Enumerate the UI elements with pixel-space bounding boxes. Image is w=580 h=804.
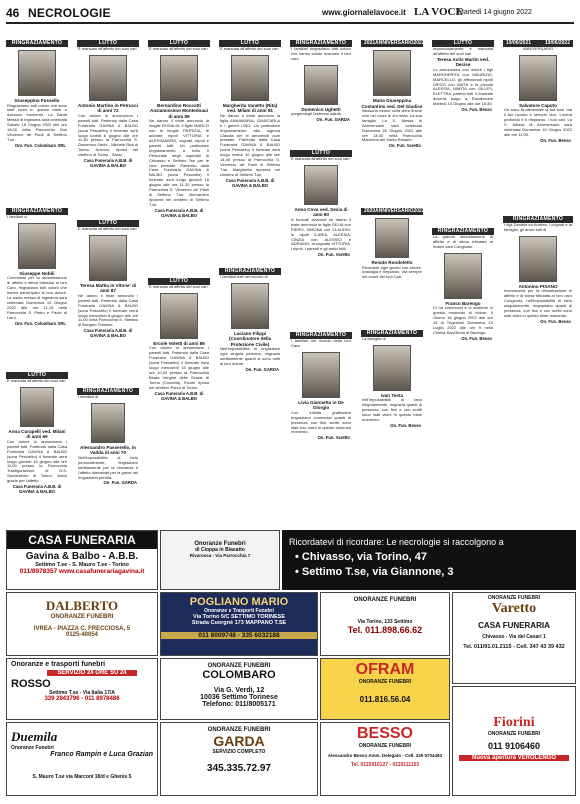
ad-title: Varetto bbox=[491, 601, 537, 616]
ad-title: Fiorini bbox=[493, 715, 535, 730]
ad-tagline: Nuova apertura VEROLENGO bbox=[459, 755, 569, 761]
obit-column-7 bbox=[432, 40, 494, 518]
ad-rosso bbox=[6, 658, 158, 720]
obit-column-3 bbox=[148, 40, 210, 518]
notice-type: LUTTO bbox=[77, 40, 139, 47]
deceased-name: Ivan Testa bbox=[380, 392, 404, 398]
funeral-home: On. Fun. Besso bbox=[540, 318, 571, 324]
funeral-home: On. Fun. Besso bbox=[390, 422, 421, 428]
funeral-home: On. Fun. GARDA bbox=[316, 117, 350, 123]
obit-column-8 bbox=[503, 40, 573, 518]
notice-text: Nell'impossibilità di farlo personalmente, ringraziano sentitamente per la vicinanza e l'affetto dimostrati per la grave nel ringraziano perdita. bbox=[78, 454, 138, 480]
notice-intro: I familiari ringraziano tutti coloro che hanno voluto ricordare il loro caro bbox=[291, 46, 351, 61]
deceased-name: Antonio Martino in Petrucci di anni 72 bbox=[78, 102, 138, 114]
notice-text: Nell'impossibilità di ringraziare ogni singola persona, ringrazia sentitamente quanti si sono uniti al loro dolore. bbox=[220, 346, 280, 367]
ad-ofram bbox=[320, 658, 450, 720]
deceased-name: Salvatore Caputo bbox=[519, 102, 557, 108]
notice-intro: I familiari nel ricordo della loro Cara bbox=[291, 338, 351, 348]
deceased-name: Teresa Actis Martin ved. Decise bbox=[436, 56, 490, 68]
portrait-photo bbox=[519, 55, 557, 101]
notice-type-label: ANNIVERSARIO bbox=[375, 208, 414, 214]
notice-intro: La grande dimostrazione di affetto e di stima tributata al nostro caro Congiunto bbox=[433, 234, 493, 249]
funeral-home: On. Fun. Varetto bbox=[317, 252, 350, 258]
ad-title: OFRAM bbox=[355, 661, 415, 678]
notice-type: LUTTO bbox=[77, 220, 139, 227]
obit-notice bbox=[290, 332, 352, 440]
ad-address: S. Mauro T.se via Marconi 18/d e Ghenis 5 bbox=[32, 774, 132, 780]
funeral-home: Onr. Fun. Colombaro SRL bbox=[14, 142, 66, 148]
notice-text: Ne danno il triste annuncio la moglie ROSALIA, il figlio MARCO con la moglie PATRIZIA, le adorate nipoti VITTORIA e ALESSANDRA, cognati, nipoti e parenti tutti. Un particolare ringraziamento a tutto il Personale degli ospedali di Chivasso e Settimo Tse per le cure prestate. Partendo dalla Casa Funeraria GAVINA & BALBO (sona Pescarito) il funerale avrà luogo giovedì 16 giugno alle ore 11,30 presso la Parrocchia S. Vincenzo de' Paoli di Settimo T.se. Bernardino riposerà nel cimitero di Settimo T.se. bbox=[149, 118, 209, 207]
deceased-name: Antonino PISANO bbox=[518, 283, 558, 289]
portrait-photo bbox=[373, 50, 411, 96]
obit-notice bbox=[219, 268, 281, 372]
obit-notice bbox=[361, 208, 423, 280]
year-right: 2022 bbox=[413, 208, 425, 214]
ad-phone: 345.335.72.97 bbox=[207, 763, 271, 774]
notice-intro: È mancato all'affetto dei suoi cari bbox=[149, 46, 208, 51]
notice-text: Ne danno il triste annuncio la figlia ANNAMARIA, GIANCARLA e i generi LINO. Un particolare ringraziamento alla signora Claudia per le amorevoli cure prestate. Partendo dalla Casa Funeraria GAVINA & BALBO (sona Pescarito) il funerale avrà luogo lunedì 10 giugno alle ore 14,45 presso la Parrocchia S. Vincenzo de' Paoli di Settimo T.se. Margherita riposerà nel cimitero di Settimo T.se. bbox=[220, 112, 280, 177]
obit-notice bbox=[361, 40, 423, 148]
notice-type-label: ANNIVERSARIO bbox=[522, 46, 554, 51]
deceased-name: Alessandro Passerello, in Vadda di anni 70 bbox=[80, 444, 136, 456]
deceased-name: Anna Curapelli ved. Milani di anni 69 bbox=[8, 428, 66, 440]
ad-phone: 011 9106460 bbox=[487, 741, 541, 751]
ad-subtitle: di Cioppa in Biasatto bbox=[195, 547, 245, 553]
notice-text: Lo annunciano con dolore i figli MARGHERITA con MAURIZIO, MARCELLO, gli affezionati nipoti DIEGO con ANITA e la piccola ALESSIA, MARTA con GILLES, ELETTRA, parenti tutti. Il funerale avverrà luogo a Rondissone Martedì 14 Giugno alle ore 18,30. bbox=[433, 66, 493, 107]
ad-phone: Tel. 011.898.66.62 bbox=[347, 625, 423, 635]
ad-address-1: Via Torino 5/C SETTIMO TORINESE bbox=[193, 614, 285, 620]
obit-notice bbox=[219, 40, 281, 188]
portrait-photo bbox=[519, 236, 557, 282]
date-left: 19/06/2021 bbox=[506, 40, 532, 46]
obit-notice bbox=[77, 40, 139, 168]
ad-varetto bbox=[452, 592, 576, 684]
notice-type: LUTTO bbox=[6, 372, 68, 379]
obit-notice bbox=[432, 40, 494, 112]
notice-intro: È mancato all'affetto dei suoi cari bbox=[149, 284, 208, 289]
banner-location-1: • Chivasso, via Torino, 47 bbox=[295, 551, 428, 563]
deceased-name: Ercole Voletti di anni 89 bbox=[153, 340, 205, 346]
ad-address: Chivasso - Via dei Casari 1 bbox=[482, 634, 546, 640]
notice-text: nell'impossibilità di farlo singolarmente, ringrazia quanti di presenza, con fiori e con scritti sono stati vicini in questo triste momento. bbox=[362, 397, 422, 423]
ad-phone: 011.816.56.04 bbox=[359, 695, 411, 704]
ad-subtitle: ONORANZE FUNEBRI bbox=[207, 663, 271, 669]
ad-address: Rivarossa - Via Parrocchia 7 bbox=[189, 553, 251, 558]
notice-type: RINGRAZIAMENTO bbox=[503, 216, 573, 223]
obit-notice bbox=[503, 216, 573, 324]
notice-type: LUTTO bbox=[432, 40, 494, 47]
ad-address: Settimo T.se - Via Italia 17/A bbox=[49, 690, 115, 696]
obit-notice bbox=[77, 388, 139, 485]
portrait-photo bbox=[304, 165, 338, 205]
notice-intro: È mancata all'affetto dei suoi cari bbox=[220, 46, 279, 51]
deceased-name: Giuseppina Fossello bbox=[14, 98, 60, 103]
portrait-photo bbox=[375, 218, 409, 258]
portrait-photo bbox=[304, 65, 338, 105]
notice-intro: I figli Daniela ed Andrea, i cognati e la famiglia, gli amici tutti di bbox=[504, 222, 572, 232]
ad-garda bbox=[160, 722, 318, 796]
notice-text: Ne danno il triste annuncio i parenti tutti. Partendo dalla Casa Funeraria GAVINA & BALBO (sona Pescarito) il funerale verrà luogo mercoledì 8 giugno alle ore 11,00 nella Parrocchia S. Stefano di Borgaro Torinese. bbox=[78, 292, 138, 328]
portrait-photo bbox=[231, 55, 269, 101]
deceased-name: Renato Rondoletto bbox=[371, 260, 413, 265]
ad-phone: Telefono: 011/8005171 bbox=[202, 701, 276, 708]
ad-title: COLOMBARO bbox=[202, 669, 276, 681]
notice-intro: È mancato all'affetto dei suoi cari bbox=[78, 46, 137, 51]
ad-title: ONORANZE FUNEBRI bbox=[353, 597, 417, 603]
notice-type bbox=[361, 40, 423, 47]
notice-text: Ringraziamo tutti coloro che sono stati vicini in questo triste e doloroso momento. La Santa Messa di trigesima sarà celebrata Sabato 18 Giugno 2022 alle ore 18,00 nella Parrocchia San Vincenzo de Paoli di Settimo T.se. bbox=[7, 102, 67, 142]
page-number: 46 bbox=[6, 6, 20, 20]
ad-title: Duemila bbox=[11, 729, 58, 744]
funeral-home: On. Fun. Besso bbox=[461, 335, 492, 341]
notice-intro: I familiari tutti nel ricordo di bbox=[220, 274, 268, 279]
ad-subtitle: ONORANZE FUNEBRI bbox=[487, 731, 541, 737]
notice-text: Nessuno muore sulla terra finché vive nel cuore di chi resta. La sua famiglia. La S. Messa di Anniversario sarà celebrata Domenica 26 Giugno 2022 alle ore 18,00 nella Parrocchia Madonna del Santo Rosario. bbox=[362, 108, 422, 143]
ad-tagline: SERVIZIO COMPLETO bbox=[212, 749, 266, 755]
deceased-name: Anna Cova ved. Sesia di anni 90 bbox=[294, 206, 348, 218]
notice-text: Ricordare ogni giorno con amore, nostalgia e rimpianto, vivi sempre nel cuore dei tuoi Cari. bbox=[362, 264, 422, 280]
ad-address: Via G. Verdi, 12 bbox=[213, 687, 265, 694]
funeral-home: Casa Funeraria A.B.B. di GAVINA & BALBO bbox=[83, 328, 133, 339]
ad-subtitle: Onoranze Funebri bbox=[11, 745, 54, 751]
notice-type: LUTTO bbox=[148, 40, 210, 47]
notice-intro: È mancata all'affetto dei suoi cari bbox=[291, 156, 350, 161]
obit-notice bbox=[290, 150, 352, 257]
issue-date: Martedì 14 giugno 2022 bbox=[458, 9, 532, 16]
portrait-photo bbox=[373, 345, 411, 391]
notice-type: RINGRAZIAMENTO bbox=[290, 332, 352, 339]
portrait-photo bbox=[91, 403, 125, 443]
notice-type: RINGRAZIAMENTO bbox=[219, 268, 281, 275]
ad-phone: Tel. 011/91.01.2115 - Cell. 347 43 39 432 bbox=[463, 644, 565, 650]
ad-besso bbox=[320, 722, 450, 796]
banner-heading: Ricordatevi di ricordare: Le necrologie si raccolgono a bbox=[289, 537, 504, 547]
notice-text: porgendogli l'estremo saluto. bbox=[291, 111, 343, 117]
ad-title: DALBERTO bbox=[45, 598, 119, 613]
notice-intro: I familiari ci bbox=[7, 214, 28, 219]
portrait-photo bbox=[18, 223, 56, 269]
funeral-home: On. Fun. Varetto bbox=[317, 435, 350, 441]
ad-address-2: Strada Cuorgnè 173 MAPPANO T.SE bbox=[191, 620, 287, 626]
notice-type: RINGRAZIAMENTO bbox=[77, 388, 139, 395]
ad-section: CASA FUNERARIA bbox=[478, 621, 550, 630]
portrait-photo bbox=[89, 55, 127, 101]
notice-type: RINGRAZIAMENTO bbox=[361, 330, 423, 337]
funeral-home: Casa Funeraria A.B.B. di GAVINA & BALBO bbox=[154, 390, 204, 401]
deceased-name: Franco Barengo bbox=[445, 300, 481, 306]
ad-subtitle: ONORANZE FUNEBRI bbox=[487, 595, 541, 601]
obit-column-4 bbox=[219, 40, 281, 518]
ad-city: 10036 Settimo Torinese bbox=[200, 694, 278, 701]
deceased-name: Margherita Vanetto (Rita) ved. Milani di anni 91 bbox=[222, 102, 278, 114]
funeral-home: On. Fun. GARDA bbox=[103, 480, 137, 486]
ad-title: POGLIANO MARIO bbox=[189, 596, 289, 608]
ad-subtitle: Gavina & Balbo - A.B.B. bbox=[25, 551, 139, 562]
notice-type: RINGRAZIAMENTO bbox=[432, 228, 494, 235]
ad-subtitle: Onoranze e Trasporti Funebri bbox=[204, 608, 274, 614]
deceased-name: Bernardino Roccatti Anziamissimo Montedoaui di anni 89 bbox=[150, 102, 208, 119]
obit-notice bbox=[6, 208, 68, 326]
portrait-photo bbox=[160, 293, 198, 339]
portrait-photo bbox=[20, 387, 54, 427]
banner-location-2: • Settimo T.se, via Giannone, 3 bbox=[295, 566, 454, 578]
notice-type: RINGRAZIAMENTO bbox=[290, 40, 352, 47]
year-left: 2021 bbox=[364, 40, 376, 46]
notice-text: Un anno fa alimentate la tua luce, ma il tuo ricordo è sempre vivo. Lorena profondo e il rimpianto. I tuoi cari. La S. Messa di Anniversario sarà celebrata Domenica 19 Giugno 2022 alle ore 11,00. bbox=[504, 107, 572, 137]
obit-notice bbox=[290, 40, 352, 122]
ad-names: Franco Rampin e Luca Grazian bbox=[50, 751, 153, 758]
ad-phone: 0125-40054 bbox=[65, 632, 99, 638]
banner-necrologie bbox=[282, 530, 576, 590]
obit-column-5 bbox=[290, 40, 352, 518]
ad-brand: ROSSO bbox=[11, 678, 51, 690]
ad-saica bbox=[320, 592, 450, 656]
obit-notice bbox=[503, 40, 573, 143]
funeral-home: Casa Funeraria A.B.B. di GAVINA & BALBO bbox=[225, 177, 275, 188]
portrait-photo bbox=[231, 283, 269, 329]
notice-intro: I familiari di bbox=[78, 394, 99, 399]
ad-subtitle: ONORANZE FUNEBRI bbox=[358, 743, 412, 749]
ad-title: CASA FUNERARIA bbox=[7, 531, 157, 549]
deceased-name: Livia Giannetta in De Giorgio bbox=[298, 399, 344, 411]
notice-intro: La famiglia di bbox=[362, 336, 386, 341]
ad-address: Via Torino, 133 Settimo bbox=[357, 619, 413, 625]
ad-phone: 339 2843796 - 011 8978486 bbox=[44, 696, 120, 702]
portrait-photo bbox=[444, 253, 482, 299]
deceased-name: Giuseppe Nobili bbox=[19, 270, 55, 276]
obit-notice bbox=[77, 220, 139, 338]
notice-type: LUTTO bbox=[219, 40, 281, 47]
portrait-photo bbox=[302, 352, 340, 398]
notice-text: Con dolore lo annunciano i parenti tutti. Partendo dalla Casa Funeraria GAVINA & BALBO (sona Pescarito) il funerale avrà luogo lunedì 6 giugno alle ore 11,30 presso la Parrocchia S. Domenico Savio - Michele Rua di Torino. Antonio, riposa nel cimitero di Torino - Sassi. bbox=[78, 112, 138, 158]
ad-subtitle: ONORANZE FUNEBRI bbox=[358, 679, 412, 685]
funeral-home: Onr. Fun. Colombaro SRL bbox=[14, 320, 66, 326]
ad-title: BESSO bbox=[356, 725, 413, 742]
obit-notice bbox=[6, 40, 68, 148]
funeral-home: On. Fun. GARDA bbox=[245, 367, 279, 373]
notice-type bbox=[361, 208, 423, 215]
notice-type: LUTTO bbox=[290, 150, 352, 157]
ad-manager: Alessandro Besso Amm. Delegato - Cell. 335 5704493 bbox=[327, 753, 443, 758]
obit-notice bbox=[148, 278, 210, 401]
obit-column-2 bbox=[77, 40, 139, 518]
notice-type-label: ANNIVERSARIO bbox=[375, 40, 414, 46]
section-title: NECROLOGIE bbox=[28, 6, 111, 20]
notice-intro: È mancata all'affetto dei suoi cari bbox=[78, 226, 137, 231]
notice-text: A funerali avvenuti ne danno il triste annuncio le figlie DELIA con PIERO, SIMONA con CLAUDIO, le nipoti ILARIA, ALESSIA, CINZIA con ALESSIO e ADRIANO, la cognata VITTORIA, i nipoti, i parenti e gli amici tutti. bbox=[291, 216, 351, 252]
ad-contact: 011/8978357 www.casafunerariagavina.it bbox=[19, 568, 145, 575]
notice-type: RINGRAZIAMENTO bbox=[6, 40, 68, 47]
obit-column-6 bbox=[361, 40, 423, 518]
ad-title: Onoranze Funebri bbox=[194, 541, 246, 547]
notice-text: Con dolore lo annunciano i parenti tutti. Partendo dalla Casa Funeraria GAVINA & BALBO (sona Pescarito) il funerale avrà luogo mercoledì 15 giugno alle ore 10,00 presso la Parrocchia Beata Vergine delle Grazie di Torino (Crocetta). Ercole riposa nel cimitero Parco di Torino. bbox=[149, 345, 209, 390]
obit-notice bbox=[6, 372, 68, 494]
ad-subtitle: ONORANZE FUNEBRI bbox=[50, 614, 114, 620]
date-right: 19/06/2022 bbox=[544, 40, 570, 46]
funeral-home: Casa Funeraria A.B.B. di GAVINA & BALBO bbox=[12, 484, 62, 495]
notice-type: RINGRAZIAMENTO bbox=[6, 208, 68, 215]
publication-name: LA VOCE bbox=[414, 6, 463, 18]
site-url[interactable]: www.giornalelavoce.it bbox=[322, 8, 406, 17]
funeral-home: Casa Funeraria A.B.B. di GAVINA & BALBO bbox=[154, 207, 204, 218]
ad-subtitle: ONORANZE FUNEBRI bbox=[207, 727, 271, 733]
portrait-photo bbox=[18, 50, 56, 96]
ad-colombaro bbox=[160, 658, 318, 720]
obit-notice bbox=[148, 40, 210, 218]
portrait-photo bbox=[89, 235, 127, 281]
deceased-name: Domenico Ughetti bbox=[301, 106, 341, 112]
deceased-name: Luciano Filippi (Coordinatore della Protezione Civile) bbox=[228, 330, 272, 347]
funeral-home: On. Fun. Varetto bbox=[388, 143, 421, 149]
ad-phone: 011 8009748 - 335 6032188 bbox=[161, 632, 317, 639]
notice-intro: È mancata all'affetto dei suoi cari bbox=[7, 378, 66, 383]
ad-locations: Settimo T.se - S. Mauro T.se - Torino bbox=[35, 562, 129, 568]
deceased-name: Teresa Mattia in Vitone' di anni 87 bbox=[79, 282, 137, 294]
year-left: 2020 bbox=[364, 208, 376, 214]
notice-text: Con dolore lo annunciano i parenti tutti. Partendo dalla Casa Funeraria GAVINA & BALBO (sona Pescarito) il funerale avrà luogo giovedì 16 giugno alle ore 11,00 presso la Parrocchia Trasfigurazione di N.S. Sacramento di Torino. Amici grazie per l'affetto bbox=[7, 438, 67, 484]
ad-address: IVREA - PIAZZA C. FRECCIOSA, 5 bbox=[33, 626, 131, 632]
notice-text: Commossi per la dimostrazione di affetto e stima tributata al loro Caro, ringraziano tutti coloro che hanno partecipato al loro dolore. La santa messa di trigesima sarà celebrata Domenica 19 Giugno 2022 alle ore 11,15 nella Parrocchia S. Pietro e Paolo di Leinì. bbox=[7, 275, 67, 320]
year-right: 2022 bbox=[413, 40, 425, 46]
ad-fiorini bbox=[452, 686, 576, 796]
ad-title: Onoranze e trasporti funebri bbox=[11, 661, 106, 668]
notice-text: Con infinita gratitudine ringraziano commossi quanti di presenza, con fiori, scritti, sono stati loro vicini in questo doloroso momento. bbox=[291, 409, 351, 435]
notice-type: LUTTO bbox=[148, 278, 210, 285]
ad-cioppa bbox=[160, 530, 280, 590]
page-header bbox=[6, 6, 574, 24]
ad-gavina-balbo bbox=[6, 530, 158, 590]
ad-title: GARDA bbox=[213, 733, 265, 749]
obit-column-1 bbox=[6, 40, 68, 518]
notice-intro: Improvvisamente è mancata all'affetto dei suoi cari bbox=[433, 46, 493, 56]
portrait-photo bbox=[160, 55, 198, 101]
notice-text: riconoscenti per la dimostrazione di affetto e di stima tributata al loro caro Congiunto, nell'impossibilità di farlo singolarmente, ringraziano quanti di presenza, con fiori e con scritti sono stati vicini in questo triste momento. bbox=[504, 288, 572, 318]
ad-pogliano bbox=[160, 592, 318, 656]
obit-notice bbox=[361, 330, 423, 428]
obit-notice bbox=[432, 228, 494, 341]
notice-text: Ci ha commossi e ci sostiene in questo momento di dolore. Il Giorno 16 giugno 2022 alle ore 18 di Trigesimo Domenica 10 Luglio 2022 alle ore 9 nella Chiesa Sant'Anna di Barengo. bbox=[433, 305, 493, 335]
funeral-home: On. Fun. Besso bbox=[540, 137, 571, 143]
deceased-name: Maria Giuseppina Costantino ved. Del Giudice bbox=[361, 98, 423, 109]
ad-phone: Tel. 0115910127 - 0119111153 bbox=[350, 762, 420, 768]
ad-tagline: SERVIZIO 24 ORE SU 24 bbox=[47, 670, 137, 676]
funeral-home: On. Fun. Besso bbox=[461, 107, 492, 113]
ad-duemila bbox=[6, 722, 158, 796]
funeral-home: Casa Funeraria A.B.B. di GAVINA & BALBO bbox=[83, 158, 133, 169]
ad-dalberto bbox=[6, 592, 158, 656]
